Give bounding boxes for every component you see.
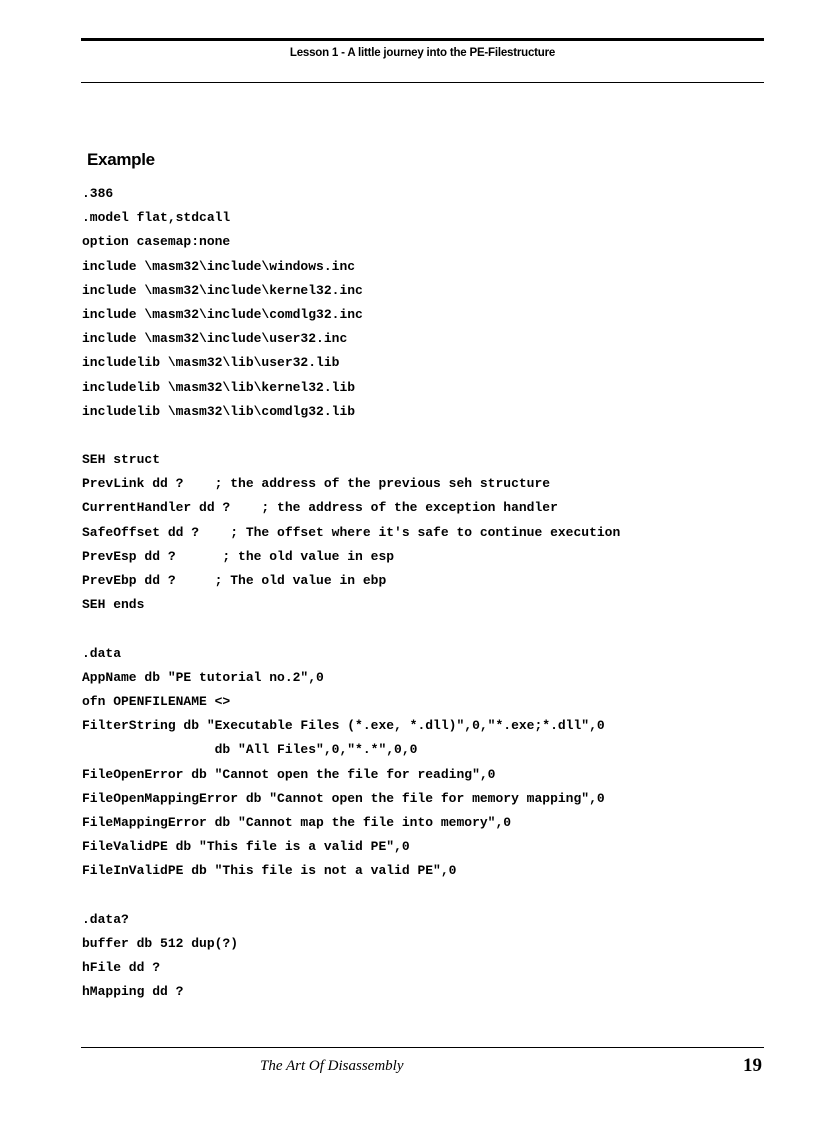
code-line: SEH struct	[82, 452, 161, 468]
code-line: .data	[82, 645, 122, 661]
code-line: AppName db "PE tutorial no.2",0	[82, 669, 324, 685]
code-line: FileOpenError db "Cannot open the file for reading",0	[82, 766, 496, 782]
header-bottom-rule	[81, 82, 764, 83]
code-line	[82, 424, 620, 448]
code-line: FilterString db "Executable Files (*.exe, *.dll)",0,"*.exe;*.dll",0	[82, 718, 605, 734]
code-line: .model flat,stdcall	[82, 210, 231, 226]
code-line: include \masm32\include\user32.inc	[82, 331, 348, 347]
code-listing	[82, 182, 620, 1004]
code-line: PrevLink dd ? ; the address of the previous seh structure	[82, 476, 551, 492]
code-line: SafeOffset dd ? ; The offset where it's safe to continue execution	[82, 524, 621, 540]
code-line	[82, 883, 620, 907]
section-heading: Example	[87, 150, 155, 169]
code-line: FileValidPE db "This file is a valid PE",0	[82, 839, 410, 855]
code-line: includelib \masm32\lib\kernel32.lib	[82, 379, 356, 395]
running-header-title: Lesson 1 - A little journey into the PE-Filestructure	[289, 47, 556, 59]
code-line: .386	[82, 186, 114, 201]
code-line: FileInValidPE db "This file is not a valid PE",0	[82, 863, 457, 879]
code-line	[82, 617, 620, 641]
code-line: includelib \masm32\lib\user32.lib	[82, 355, 340, 371]
code-line: CurrentHandler dd ? ; the address of the exception handler	[82, 500, 558, 516]
code-line: option casemap:none	[82, 234, 231, 250]
footer-book-title: The Art Of Disassembly	[260, 1058, 404, 1074]
page-number: 19	[743, 1055, 762, 1076]
header-top-rule	[81, 38, 764, 41]
code-line: db "All Files",0,"*.*",0,0	[82, 742, 418, 758]
code-line: hMapping dd ?	[82, 984, 184, 1000]
code-line: includelib \masm32\lib\comdlg32.lib	[82, 403, 356, 419]
code-line: PrevEsp dd ? ; the old value in esp	[82, 548, 395, 564]
code-line: FileOpenMappingError db "Cannot open the file for memory mapping",0	[82, 790, 605, 806]
code-line: SEH ends	[82, 597, 145, 613]
code-line: hFile dd ?	[82, 960, 161, 975]
code-line: buffer db 512 dup(?)	[82, 935, 239, 951]
code-line: .data?	[82, 911, 129, 927]
code-line: include \masm32\include\kernel32.inc	[82, 282, 363, 298]
footer-rule	[81, 1047, 764, 1048]
code-line: PrevEbp dd ? ; The old value in ebp	[82, 573, 387, 588]
code-line: include \masm32\include\windows.inc	[82, 258, 356, 274]
code-line: include \masm32\include\comdlg32.inc	[82, 306, 363, 322]
code-line: ofn OPENFILENAME <>	[82, 693, 231, 709]
code-line: FileMappingError db "Cannot map the file into memory",0	[82, 814, 512, 830]
